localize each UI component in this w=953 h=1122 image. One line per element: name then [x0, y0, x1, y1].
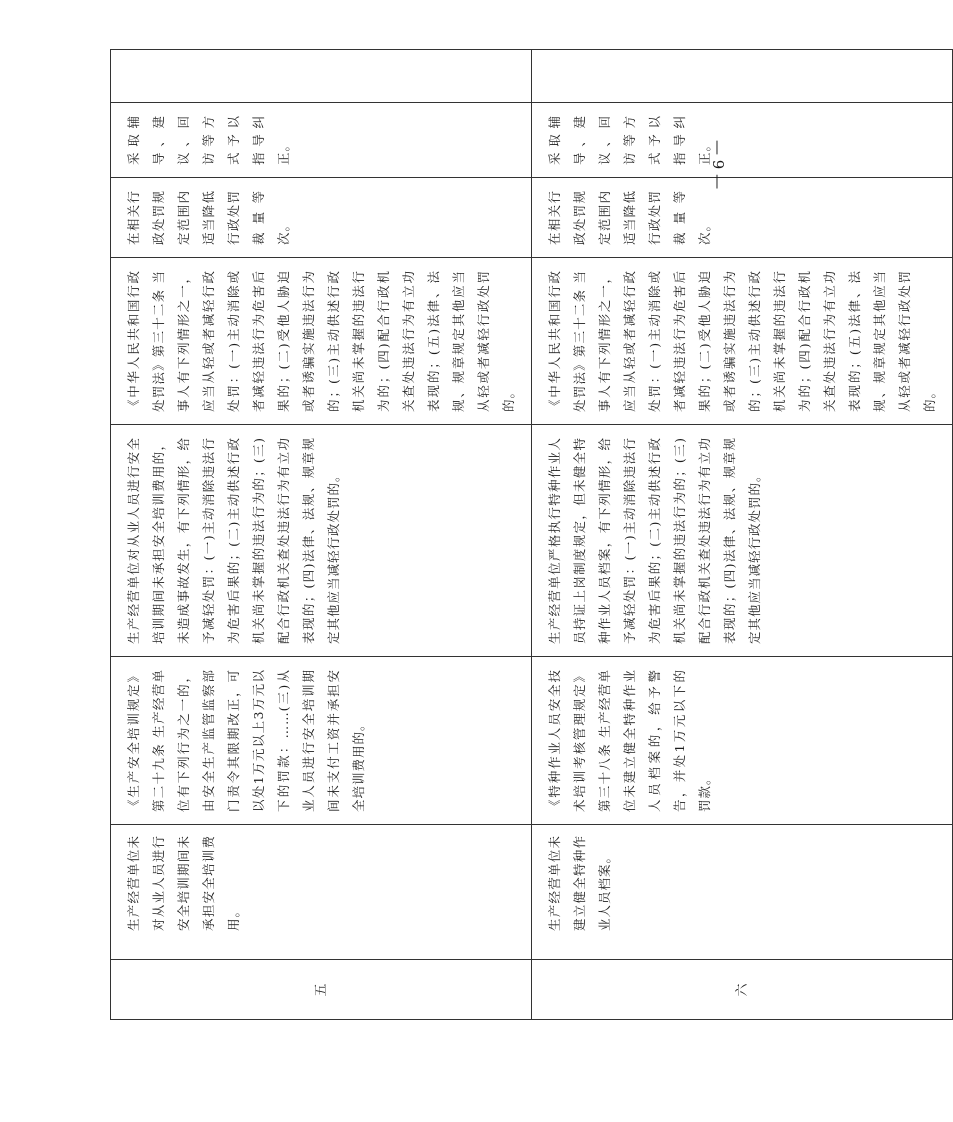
violation-item: 生产经营单位未对从业人员进行安全培训期间未承担安全培训费用。	[111, 825, 532, 960]
discretion-standard: 在相关行政处罚规定范围内适当降低行政处罚裁量等次。	[111, 178, 532, 258]
table-row	[111, 50, 532, 1020]
page-number: — 9 —	[709, 140, 727, 190]
discretion-standard: 在相关行政处罚规定范围内适当降低行政处罚裁量等次。	[532, 178, 953, 258]
row-number: 六	[532, 960, 953, 1020]
legal-reason: 《中华人民共和国行政处罚法》第三十二条 当事人有下列情形之一，应当从轻或者减轻行政处罚：(一)主动消除或者减轻违法行为危害后果的；(二)受他人胁迫或者诱骗实施违法行为的；(三)主动供述行政机关尚未掌握的违法行为的；(四)配合行政机关查处违法行为有立功表现的；(五)法律、法规、规章规定其他应当从轻或者减轻行政处罚的。	[111, 258, 532, 425]
legal-reason: 《中华人民共和国行政处罚法》第三十二条 当事人有下列情形之一，应当从轻或者减轻行政处罚：(一)主动消除或者减轻违法行为危害后果的；(二)受他人胁迫或者诱骗实施违法行为的；(三)主动供述行政机关尚未掌握的违法行为的；(四)配合行政机关查处违法行为有立功表现的；(五)法律、法规、规章规定其他应当从轻或者减轻行政处罚的。	[532, 258, 953, 425]
blank-cell	[111, 50, 532, 103]
corrective-measures: 采取辅导、建议、回访等方式予以指导纠正。	[111, 103, 532, 178]
row-number: 五	[111, 960, 532, 1020]
legal-basis: 《生产安全培训规定》第二十九条 生产经营单位有下列行为之一的，由安全生产监管监察部门责令其限期改正，可以处1万元以上3万元以下的罚款：……(三)从业人员进行安全培训期间未支付工资并承担安全培训费用的。	[111, 657, 532, 825]
applicable-situation: 生产经营单位严格执行特种作业人员持证上岗制度规定，但未健全特种作业人员档案，有下列情形，给予减轻处罚：(一)主动消除违法行为危害后果的；(二)主动供述行政机关尚未掌握的违法行为的；(三)配合行政机关查处违法行为有立功表现的；(四)法律、法规、规章规定其他应当减轻行政处罚的。	[532, 425, 953, 657]
corrective-measures: 采取辅导、建议、回访等方式予以指导纠正。	[532, 103, 953, 178]
table-row	[532, 50, 953, 1020]
rotated-table-container	[110, 50, 937, 1020]
violation-item: 生产经营单位未建立健全特种作业人员档案。	[532, 825, 953, 960]
blank-cell	[532, 50, 953, 103]
penalty-table	[110, 49, 953, 1020]
legal-basis: 《特种作业人员安全技术培训考核管理规定》第三十八条 生产经营单位未建立健全特种作业人员档案的，给予警告，并处1万元以下的罚款。	[532, 657, 953, 825]
applicable-situation: 生产经营单位对从业人员进行安全培训期间未承担安全培训费用的，未造成事故发生，有下列情形，给予减轻处罚：(一)主动消除违法行为危害后果的；(二)主动供述行政机关尚未掌握的违法行为的；(三)配合行政机关查处违法行为有立功表现的；(四)法律、法规、规章规定其他应当减轻行政处罚的。	[111, 425, 532, 657]
